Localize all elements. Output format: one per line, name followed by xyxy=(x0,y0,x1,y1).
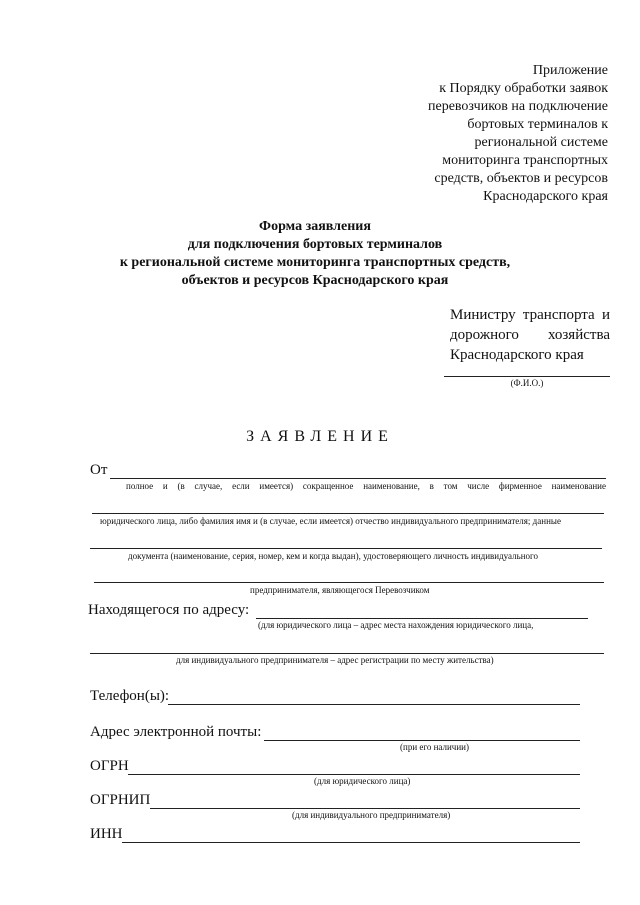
fio-caption: (Ф.И.О.) xyxy=(510,378,544,388)
appendix-line: бортовых терминалов к xyxy=(467,117,608,132)
addressee-word: и xyxy=(601,307,610,323)
caption-word: (в xyxy=(177,481,185,491)
appendix-line: мониторинга транспортных xyxy=(442,153,608,168)
ogrnip-field-line[interactable] xyxy=(150,808,580,809)
caption-word: наименование xyxy=(551,481,606,491)
caption-word: фирменное xyxy=(498,481,542,491)
caption-word: полное xyxy=(126,481,154,491)
email-field-line[interactable] xyxy=(264,740,580,741)
caption-word: наименование, xyxy=(363,481,420,491)
from-field-line-1[interactable] xyxy=(110,478,606,479)
addressee-word: дорожного xyxy=(450,327,519,343)
ogrn-field-line[interactable] xyxy=(128,774,580,775)
ogrn-label: ОГРН xyxy=(90,758,129,774)
caption-word: в xyxy=(429,481,434,491)
addressee-line-1 xyxy=(450,305,610,325)
from-caption-1 xyxy=(126,481,606,492)
caption-word: и xyxy=(162,481,168,491)
ogrnip-label: ОГРНИП xyxy=(90,792,151,808)
addressee-line-2 xyxy=(450,325,610,345)
appendix-line: средств, объектов и ресурсов xyxy=(434,171,608,186)
inn-label: ИНН xyxy=(90,826,123,842)
address-label: Находящегося по адресу: xyxy=(88,602,250,618)
ogrnip-caption: (для индивидуального предпринимателя) xyxy=(292,810,451,820)
from-field-line-2[interactable] xyxy=(92,513,604,514)
statement-heading: ЗАЯВЛЕНИЕ xyxy=(246,428,394,445)
form-title-line: для подключения бортовых терминалов xyxy=(187,237,443,252)
appendix-line: Краснодарского края xyxy=(483,189,608,204)
email-caption: (при его наличии) xyxy=(400,742,469,752)
from-label: От xyxy=(90,462,108,478)
caption-word: имеется) xyxy=(259,481,294,491)
addressee-word: хозяйства xyxy=(547,327,610,343)
appendix-note xyxy=(368,62,608,206)
appendix-line: перевозчиков на подключение xyxy=(427,99,608,114)
caption-word: сокращенное xyxy=(302,481,354,491)
ogrn-caption: (для юридического лица) xyxy=(314,776,411,786)
from-caption-3: документа (наименование, серия, номер, кем и когда выдан), удостоверяющего личность индивидуального xyxy=(128,551,539,561)
caption-word: числе xyxy=(467,481,490,491)
appendix-line: Приложение xyxy=(532,63,608,78)
from-field-line-4[interactable] xyxy=(94,582,604,583)
appendix-line: региональной системе xyxy=(474,135,608,150)
address-caption-2: для индивидуального предпринимателя – адрес регистрации по месту жительства) xyxy=(176,655,494,665)
addressee-word: Министру xyxy=(450,307,516,323)
from-caption-4: предпринимателя, являющегося Перевозчиком xyxy=(250,585,430,595)
phone-field-line[interactable] xyxy=(168,704,580,705)
phone-label: Телефон(ы): xyxy=(90,688,170,704)
appendix-line: к Порядку обработки заявок xyxy=(439,81,608,96)
form-title-line: объектов и ресурсов Краснодарского края xyxy=(181,273,449,288)
caption-word: том xyxy=(443,481,458,491)
from-field-line-3[interactable] xyxy=(90,548,602,549)
caption-word: случае, xyxy=(194,481,223,491)
caption-word: если xyxy=(232,481,250,491)
address-field-line-2[interactable] xyxy=(90,653,604,654)
addressee xyxy=(450,305,610,365)
address-caption-1: (для юридического лица – адрес места нахождения юридического лица, xyxy=(258,620,534,630)
addressee-word: транспорта xyxy=(522,307,595,323)
form-title xyxy=(60,218,570,290)
email-label: Адрес электронной почты: xyxy=(90,724,262,740)
form-title-line: Форма заявления xyxy=(259,219,371,234)
address-field-line-1[interactable] xyxy=(256,618,588,619)
inn-field-line[interactable] xyxy=(122,842,580,843)
fio-field-line[interactable] xyxy=(444,376,610,377)
addressee-line-3: Краснодарского края xyxy=(450,347,584,363)
form-title-line: к региональной системе мониторинга транспортных средств, xyxy=(119,255,511,270)
from-caption-2: юридического лица, либо фамилия имя и (в случае, если имеется) отчество индивидуального предпринимателя; данные xyxy=(100,516,561,526)
